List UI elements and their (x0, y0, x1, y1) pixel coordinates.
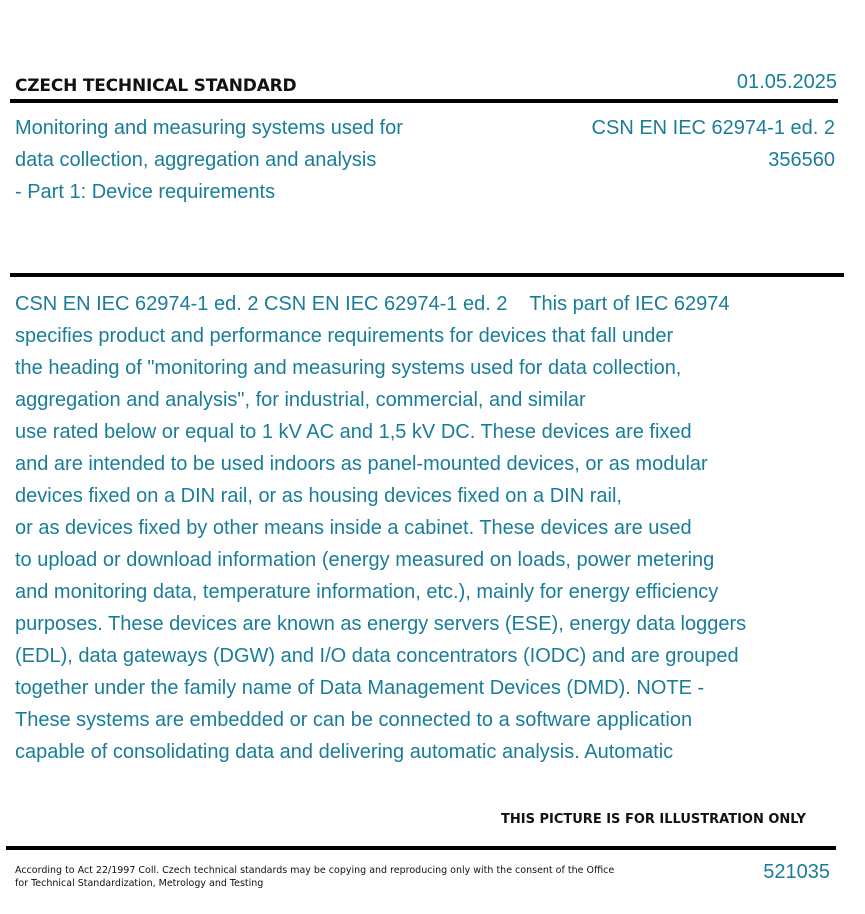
abstract-text (15, 288, 845, 768)
abstract-line: aggregation and analysis", for industrial, commercial, and similar (15, 389, 586, 411)
standard-number: CSN EN IEC 62974-1 ed. 2 (591, 117, 835, 139)
abstract-line: the heading of "monitoring and measuring systems used for data collection, (15, 357, 682, 379)
illustration-notice: THIS PICTURE IS FOR ILLUSTRATION ONLY (501, 812, 806, 827)
header-divider (10, 99, 838, 103)
abstract-line: (EDL), data gateways (DGW) and I/O data concentrators (IODC) and are grouped (15, 645, 739, 667)
title-line-2: data collection, aggregation and analysis (15, 149, 377, 171)
document-type-label: CZECH TECHNICAL STANDARD (15, 76, 297, 96)
document-code: 521035 (763, 861, 830, 883)
abstract-line: use rated below or equal to 1 kV AC and 1,5 kV DC. These devices are fixed (15, 421, 692, 443)
publication-date: 01.05.2025 (736, 71, 837, 93)
title-line-1: Monitoring and measuring systems used for (15, 117, 403, 139)
abstract-line: devices fixed on a DIN rail, or as housing devices fixed on a DIN rail, (15, 485, 622, 507)
abstract-line: and monitoring data, temperature information, etc.), mainly for energy efficiency (15, 581, 719, 603)
footer-divider (6, 846, 836, 850)
abstract-line: capable of consolidating data and delivering automatic analysis. Automatic (15, 741, 674, 763)
legal-notice (15, 864, 614, 890)
abstract-line: or as devices fixed by other means inside a cabinet. These devices are used (15, 517, 692, 539)
abstract-line: and are intended to be used indoors as panel-mounted devices, or as modular (15, 453, 708, 475)
title-line-3: - Part 1: Device requirements (15, 181, 276, 203)
abstract-line: to upload or download information (energy measured on loads, power metering (15, 549, 715, 571)
abstract-line: These systems are embedded or can be connected to a software application (15, 709, 693, 731)
title-divider (10, 273, 844, 277)
abstract-line: CSN EN IEC 62974-1 ed. 2 CSN EN IEC 62974-1 ed. 2 This part of IEC 62974 (15, 293, 730, 315)
legal-line-1: According to Act 22/1997 Coll. Czech technical standards may be copying and reproducing only with the consent of the Office (15, 865, 615, 876)
catalog-number: 356560 (768, 149, 835, 171)
legal-line-2: for Technical Standardization, Metrology and Testing (15, 878, 264, 889)
abstract-line: together under the family name of Data Management Devices (DMD). NOTE - (15, 677, 705, 699)
abstract-line: specifies product and performance requirements for devices that fall under (15, 325, 674, 347)
abstract-line: purposes. These devices are known as energy servers (ESE), energy data loggers (15, 613, 747, 635)
